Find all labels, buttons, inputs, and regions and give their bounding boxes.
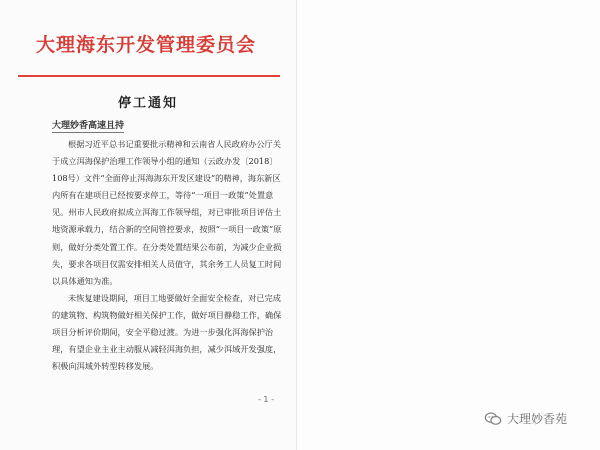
agency-title: 大理海东开发管理委员会 <box>36 34 257 56</box>
document-page-2 <box>297 0 600 450</box>
watermark-text: 大理妙香苑 <box>507 412 568 426</box>
body-paragraph-2: 未恢复建设期间，项目工地要做好全面安全检查，对已完成的建筑物、构筑物做好相关保护工作，做好项目静稳工作，确保项目分析评价期间，安全平稳过渡。为进一步强化洱海保护治理，有望企业主业主动服从减轻洱海负担，减少洱域开发强度，积极向洱域外转型转移发展。 <box>52 292 282 372</box>
wechat-icon <box>484 412 502 426</box>
document-body <box>52 136 284 375</box>
document-page-1 <box>0 0 297 450</box>
document-title: 停工通知 <box>117 96 178 111</box>
body-paragraph-1: 根据习近平总书记重要批示精神和云南省人民政府办公厅关于成立洱海保护治理工作领导小组的通知（云政办发〔2018〕108号）文件“全面停止洱海海东开发区建设”的精神，海东新区内所有在建项目已经按要求停工，等待“一项目一政策”处置意见。州市人民政府拟成立洱海工作领导组，对已审批项目评估土地资源承载力，结合新的空间管控要求，按照“一项目一政策”原则，做好分类处置工作。在分类处置结果公布前，为减少企业损失，要求各项目仅需安排相关人员值守，其余务工人员复工时间以具体通知为准。 <box>52 139 282 286</box>
red-header-rule <box>18 75 280 77</box>
page-number-1: - 1 - <box>258 395 274 404</box>
recipient-line: 大理妙香高速且持 <box>52 118 124 133</box>
watermark <box>484 410 567 427</box>
